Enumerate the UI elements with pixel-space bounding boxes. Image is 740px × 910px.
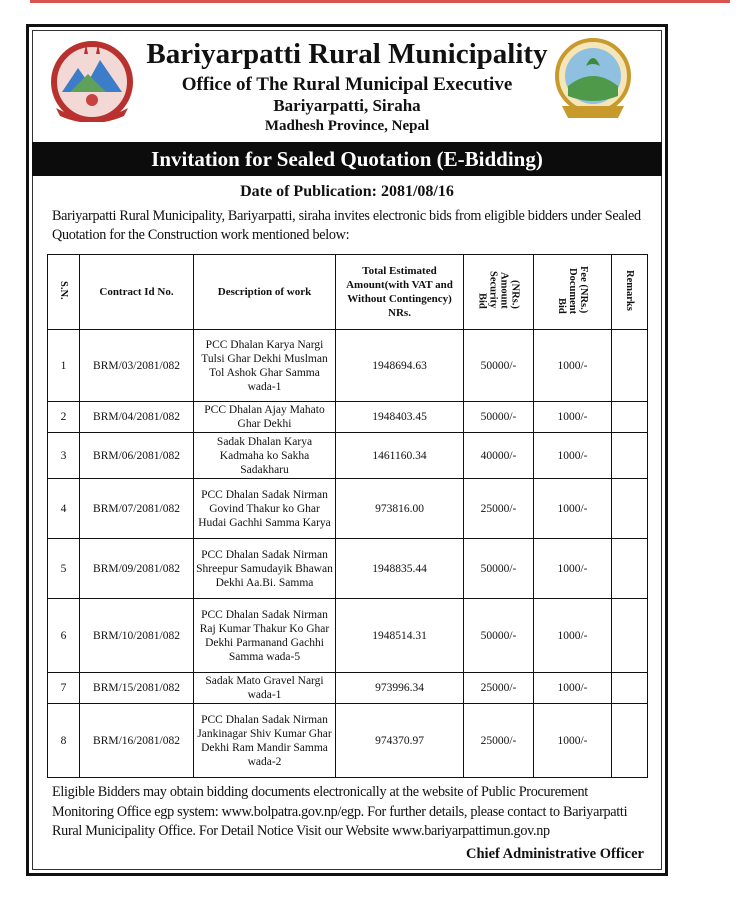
cell-remarks: [612, 330, 648, 402]
cell-security: 50000/-: [464, 402, 534, 433]
notice-header: [32, 30, 662, 142]
cell-contract: BRM/07/2081/082: [80, 479, 194, 539]
cell-amount: 1948694.63: [336, 330, 464, 402]
cell-description: PCC Dhalan Karya Nargi Tulsi Ghar Dekhi Muslman Tol Ashok Ghar Samma wada-1: [194, 330, 336, 402]
cell-fee: 1000/-: [534, 330, 612, 402]
cell-amount: 1461160.34: [336, 433, 464, 479]
table-row: [48, 402, 648, 433]
cell-security: 25000/-: [464, 479, 534, 539]
col-header-description: Description of work: [194, 255, 336, 330]
cell-contract: BRM/06/2081/082: [80, 433, 194, 479]
col-header-sn: S.N.: [48, 255, 80, 330]
cell-description: Sadak Mato Gravel Nargi wada-1: [194, 673, 336, 704]
table-row: [48, 539, 648, 599]
cell-description: PCC Dhalan Sadak Nirman Jankinagar Shiv Kumar Ghar Dekhi Ram Mandir Samma wada-2: [194, 704, 336, 778]
footer-paragraph: Eligible Bidders may obtain bidding documents electronically at the website of Public Procurement Monitoring Office egp system: www.bolpatra.gov.np/egp. For further details, please contact to Bariyarpatti Rural Municipality Office. For Detail Notice Visit our Website www.bariyarpattimun.gov.np: [52, 784, 628, 839]
municipality-seal-icon: [552, 36, 634, 124]
cell-description: PCC Dhalan Sadak Nirman Raj Kumar Thakur Ko Ghar Dekhi Parmanand Gachhi Samma wada-5: [194, 599, 336, 673]
col-header-amount: Total Estimated Amount(with VAT and Without Contingency) NRs.: [336, 255, 464, 330]
cell-security: 40000/-: [464, 433, 534, 479]
table-row: [48, 704, 648, 778]
cell-sn: 2: [48, 402, 80, 433]
cell-fee: 1000/-: [534, 673, 612, 704]
cell-description: PCC Dhalan Sadak Nirman Shreepur Samudayik Bhawan Dekhi Aa.Bi. Samma: [194, 539, 336, 599]
cell-sn: 6: [48, 599, 80, 673]
cell-sn: 8: [48, 704, 80, 778]
cell-security: 25000/-: [464, 673, 534, 704]
cell-contract: BRM/16/2081/082: [80, 704, 194, 778]
cell-contract: BRM/03/2081/082: [80, 330, 194, 402]
table-row: [48, 330, 648, 402]
cell-description: Sadak Dhalan Karya Kadmaha ko Sakha Sadakharu: [194, 433, 336, 479]
cell-remarks: [612, 433, 648, 479]
col-header-remarks: Remarks: [612, 255, 648, 330]
cell-amount: 973816.00: [336, 479, 464, 539]
province-name: Madhesh Province, Nepal: [264, 118, 430, 134]
cell-contract: BRM/04/2081/082: [80, 402, 194, 433]
bids-table: [47, 254, 648, 778]
cell-amount: 1948403.45: [336, 402, 464, 433]
cell-contract: BRM/09/2081/082: [80, 539, 194, 599]
cell-sn: 3: [48, 433, 80, 479]
cell-remarks: [612, 539, 648, 599]
cell-amount: 1948514.31: [336, 599, 464, 673]
cell-amount: 974370.97: [336, 704, 464, 778]
cell-contract: BRM/10/2081/082: [80, 599, 194, 673]
cell-fee: 1000/-: [534, 402, 612, 433]
cell-amount: 1948835.44: [336, 539, 464, 599]
cell-fee: 1000/-: [534, 433, 612, 479]
col-header-bid-security: BidSecurityAmount(NRs.): [464, 255, 534, 330]
notice-banner: Invitation for Sealed Quotation (E-Bidding): [32, 142, 662, 176]
table-row: [48, 479, 648, 539]
cell-sn: 1: [48, 330, 80, 402]
col-header-doc-fee: BidDocumentFee (NRs.): [534, 255, 612, 330]
office-name: Office of The Rural Municipal Executive: [181, 74, 513, 95]
municipality-name: Bariyarpatti Rural Municipality: [146, 38, 548, 70]
cell-sn: 5: [48, 539, 80, 599]
cell-fee: 1000/-: [534, 599, 612, 673]
table-row: [48, 433, 648, 479]
table-header-row: [48, 255, 648, 330]
cell-remarks: [612, 704, 648, 778]
signoff-title: Chief Administrative Officer: [466, 846, 644, 862]
col-header-contract: Contract Id No.: [80, 255, 194, 330]
office-location: Bariyarpatti, Siraha: [273, 96, 421, 115]
cell-security: 25000/-: [464, 704, 534, 778]
top-rule: [30, 0, 730, 3]
cell-remarks: [612, 479, 648, 539]
cell-description: PCC Dhalan Ajay Mahato Ghar Dekhi: [194, 402, 336, 433]
cell-remarks: [612, 599, 648, 673]
cell-remarks: [612, 402, 648, 433]
cell-fee: 1000/-: [534, 539, 612, 599]
cell-security: 50000/-: [464, 599, 534, 673]
cell-description: PCC Dhalan Sadak Nirman Govind Thakur ko Ghar Hudai Gachhi Samma Karya: [194, 479, 336, 539]
cell-contract: BRM/15/2081/082: [80, 673, 194, 704]
table-row: [48, 599, 648, 673]
publication-date: Date of Publication: 2081/08/16: [240, 183, 454, 200]
cell-security: 50000/-: [464, 539, 534, 599]
cell-remarks: [612, 673, 648, 704]
cell-security: 50000/-: [464, 330, 534, 402]
cell-sn: 7: [48, 673, 80, 704]
cell-sn: 4: [48, 479, 80, 539]
intro-paragraph: Bariyarpatti Rural Municipality, Bariyarpatti, siraha invites electronic bids from eligible bidders under Sealed Quotation for the Construction work mentioned below:: [52, 208, 641, 243]
cell-fee: 1000/-: [534, 704, 612, 778]
cell-fee: 1000/-: [534, 479, 612, 539]
cell-amount: 973996.34: [336, 673, 464, 704]
table-row: [48, 673, 648, 704]
